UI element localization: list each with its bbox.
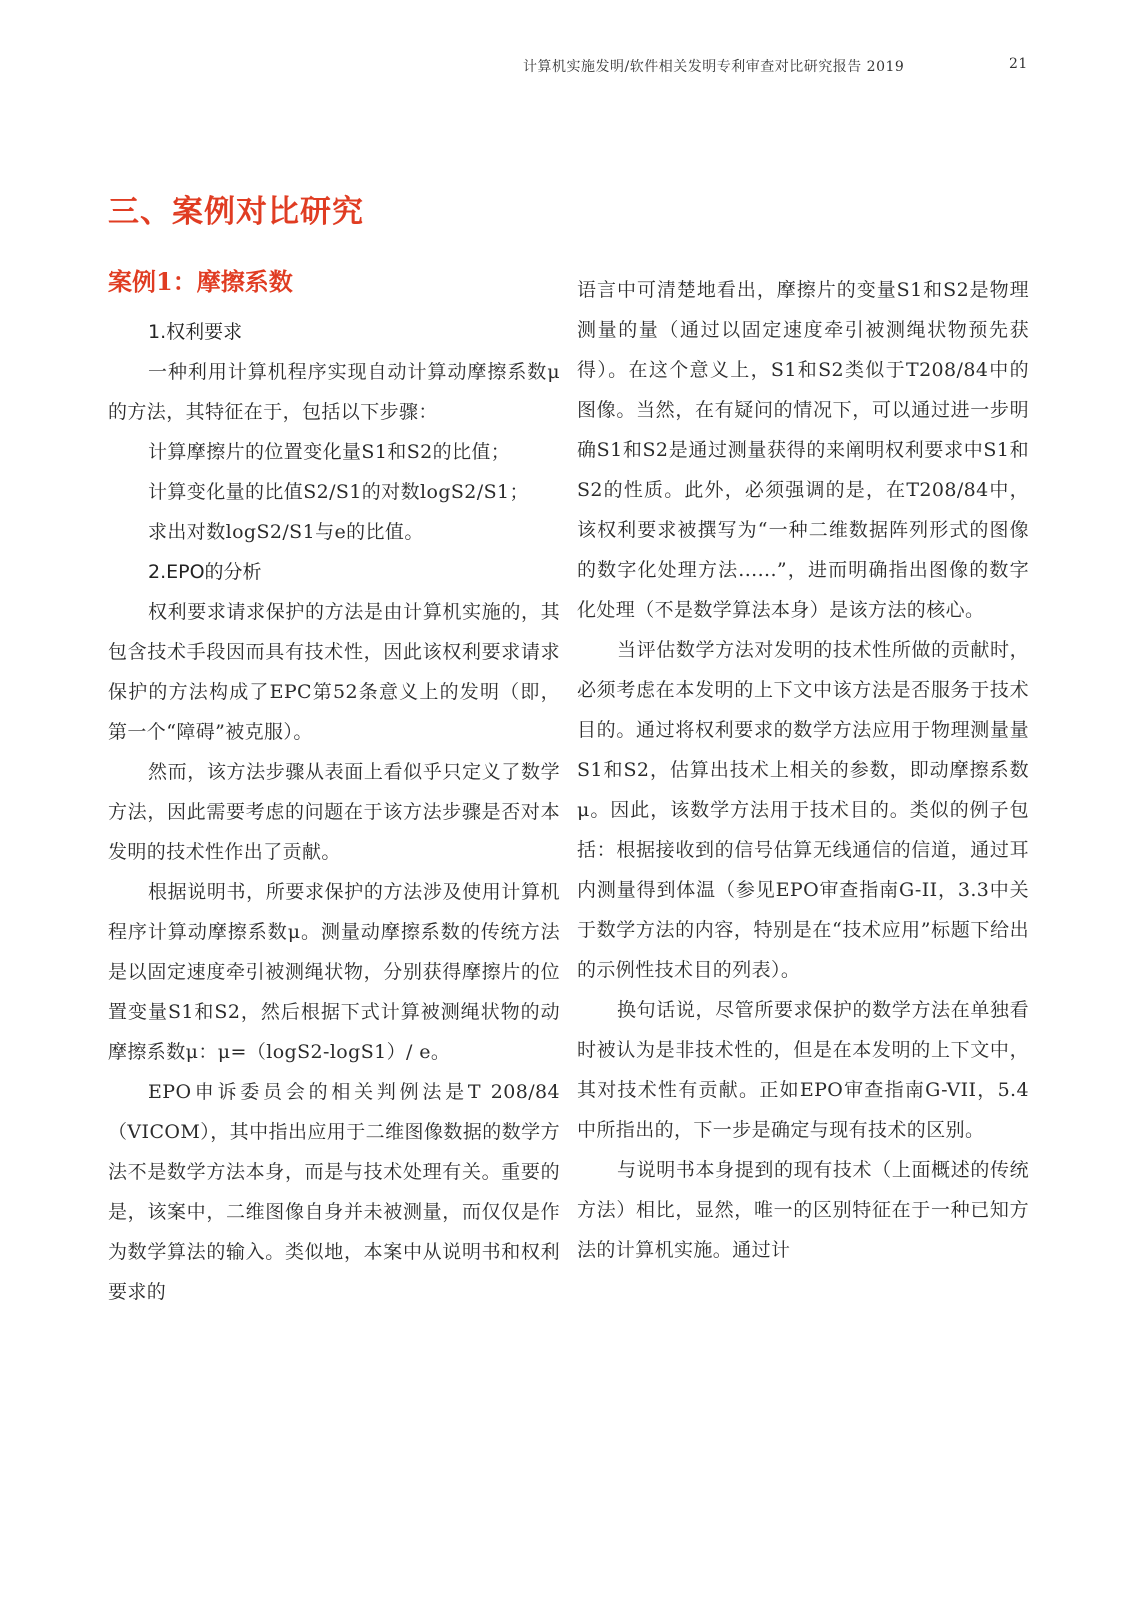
section-title: 三、案例对比研究	[108, 194, 364, 230]
body-paragraph: 当评估数学方法对发明的技术性所做的贡献时，必须考虑在本发明的上下文中该方法是否服务于技术目的。通过将权利要求的数学方法应用于物理测量量S1和S2，估算出技术上相关的参数，即动摩擦系数μ。因此，该数学方法用于技术目的。类似的例子包括：根据接收到的信号估算无线通信的信道，通过耳内测量得到体温（参见EPO审查指南G-II，3.3中关于数学方法的内容，特别是在“技术应用”标题下给出的示例性技术目的列表）。	[577, 639, 1029, 981]
case-title: 案例1：摩擦系数	[108, 267, 293, 296]
left-column	[108, 262, 560, 1312]
body-paragraph: 与说明书本身提到的现有技术（上面概述的传统方法）相比，显然，唯一的区别特征在于一种已知方法的计算机实施。通过计	[577, 1159, 1029, 1261]
right-column	[577, 270, 1029, 1270]
body-paragraph: 换句话说，尽管所要求保护的数学方法在单独看时被认为是非技术性的，但是在本发明的上下文中，其对技术性有贡献。正如EPO审查指南G-VII，5.4中所指出的，下一步是确定与现有技术的区别。	[577, 999, 1029, 1141]
claim-paragraph: 计算摩擦片的位置变化量S1和S2的比值；	[148, 441, 511, 463]
running-header	[0, 56, 1131, 80]
page-number: 21	[1009, 56, 1028, 72]
analysis-heading: 2.EPO的分析	[148, 561, 262, 583]
body-paragraph: EPO申诉委员会的相关判例法是T 208/84（VICOM），其中指出应用于二维图像数据的数学方法不是数学方法本身，而是与技术处理有关。重要的是，该案中，二维图像自身并未被测量，而仅仅是作为数学算法的输入。类似地，本案中从说明书和权利要求的	[108, 1081, 560, 1303]
body-paragraph: 根据说明书，所要求保护的方法涉及使用计算机程序计算动摩擦系数μ。测量动摩擦系数的传统方法是以固定速度牵引被测绳状物，分别获得摩擦片的位置变量S1和S2，然后根据下式计算被测绳状物的动摩擦系数μ：μ=（logS2-logS1）/ e。	[108, 881, 560, 1063]
claim-heading: 1.权利要求	[148, 321, 243, 343]
claim-paragraph: 计算变化量的比值S2/S1的对数logS2/S1；	[148, 481, 529, 503]
claim-paragraph: 求出对数logS2/S1与e的比值。	[148, 521, 424, 543]
body-paragraph: 语言中可清楚地看出，摩擦片的变量S1和S2是物理测量的量（通过以固定速度牵引被测绳状物预先获得）。在这个意义上，S1和S2类似于T208/84中的图像。当然，在有疑问的情况下，可以通过进一步明确S1和S2是通过测量获得的来阐明权利要求中S1和S2的性质。此外，必须强调的是，在T208/84中，该权利要求被撰写为“一种二维数据阵列形式的图像的数字化处理方法......”，进而明确指出图像的数字化处理（不是数学算法本身）是该方法的核心。	[577, 279, 1029, 621]
body-paragraph: 权利要求请求保护的方法是由计算机实施的，其包含技术手段因而具有技术性，因此该权利要求请求保护的方法构成了EPC第52条意义上的发明（即，第一个“障碍”被克服）。	[108, 601, 560, 743]
body-paragraph: 然而，该方法步骤从表面上看似乎只定义了数学方法，因此需要考虑的问题在于该方法步骤是否对本发明的技术性作出了贡献。	[108, 761, 560, 863]
header-title: 计算机实施发明/软件相关发明专利审查对比研究报告 2019	[523, 59, 905, 75]
claim-paragraph: 一种利用计算机程序实现自动计算动摩擦系数μ的方法，其特征在于，包括以下步骤：	[108, 361, 560, 423]
